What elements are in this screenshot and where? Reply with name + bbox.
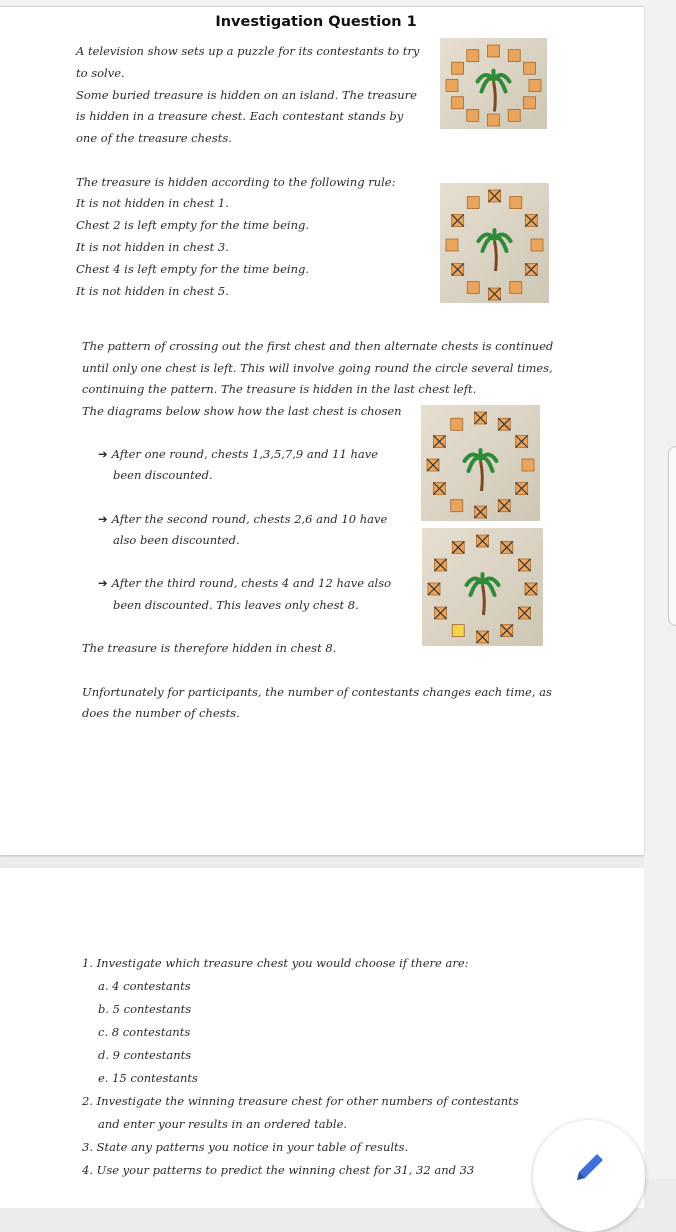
treasure-chest-icon xyxy=(427,459,439,471)
treasure-chest-icon xyxy=(433,483,445,495)
arrow-icon: ➔ xyxy=(98,447,108,461)
treasure-chest-icon xyxy=(498,418,510,430)
arrow-icon: ➔ xyxy=(98,576,108,590)
treasure-chest-icon xyxy=(446,239,458,251)
treasure-chest-icon xyxy=(452,97,464,109)
question-2: 2. Investigate the winning treasure chest for other numbers of contestants xyxy=(82,1094,519,1108)
diagram-first-round xyxy=(440,183,549,303)
treasure-chest-icon xyxy=(516,436,528,448)
treasure-chest-icon xyxy=(475,506,487,518)
intro-line: Some buried treasure is hidden on an island. The treasure xyxy=(76,88,417,102)
diagram-initial xyxy=(440,38,547,129)
treasure-chest-icon xyxy=(531,239,543,251)
question-1: 1. Investigate which treasure chest you would choose if there are: xyxy=(82,956,469,970)
round-line: been discounted. This leaves only chest 8. xyxy=(113,598,359,612)
treasure-chest-icon xyxy=(488,45,500,57)
diagram-third-round xyxy=(422,528,543,646)
treasure-chest-icon xyxy=(510,197,522,209)
round-line: ➔ After one round, chests 1,3,5,7,9 and 11 have xyxy=(98,447,379,461)
intro-line: to solve. xyxy=(76,66,125,80)
treasure-chest-icon xyxy=(452,541,464,553)
island-diagram xyxy=(422,528,543,646)
treasure-chest-icon xyxy=(508,50,520,62)
treasure-chest-icon xyxy=(525,215,537,227)
treasure-chest-icon xyxy=(523,62,535,74)
rule-line: Chest 4 is left empty for the time being. xyxy=(76,262,310,276)
side-panel-handle[interactable] xyxy=(668,446,676,626)
pattern-line: continuing the pattern. The treasure is hidden in the last chest left. xyxy=(82,382,477,396)
round-line: been discounted. xyxy=(113,468,213,482)
question-1-option: d. 9 contestants xyxy=(98,1048,192,1062)
treasure-chest-icon xyxy=(477,535,489,547)
palm-trunk xyxy=(495,241,497,271)
treasure-chest-icon xyxy=(525,264,537,276)
treasure-chest-icon xyxy=(452,62,464,74)
treasure-chest-icon xyxy=(467,109,479,121)
treasure-chest-icon xyxy=(529,80,541,92)
diagram-second-round xyxy=(421,405,540,521)
treasure-chest-icon xyxy=(501,541,513,553)
treasure-chest-icon xyxy=(451,418,463,430)
island-diagram xyxy=(421,405,540,521)
treasure-chest-icon xyxy=(508,109,520,121)
intro-line: is hidden in a treasure chest. Each contestant stands by xyxy=(76,109,404,123)
treasure-chest-icon xyxy=(434,559,446,571)
question-1-option: b. 5 contestants xyxy=(98,1002,192,1016)
pattern-line: until only one chest is left. This will involve going round the circle several times, xyxy=(82,361,553,375)
treasure-chest-icon xyxy=(467,50,479,62)
rule-line: It is not hidden in chest 5. xyxy=(76,284,229,298)
intro-line: A television show sets up a puzzle for its contestants to try xyxy=(76,44,420,58)
palm-trunk xyxy=(481,461,483,491)
conclusion-line: The treasure is therefore hidden in chest 8. xyxy=(82,641,337,655)
question-3: 3. State any patterns you notice in your table of results. xyxy=(82,1140,409,1154)
treasure-chest-icon xyxy=(467,281,479,293)
question-1-option: c. 8 contestants xyxy=(98,1025,191,1039)
treasure-chest-icon xyxy=(510,281,522,293)
treasure-chest-icon xyxy=(452,264,464,276)
treasure-chest-icon xyxy=(446,80,458,92)
pattern-line: The diagrams below show how the last chest is chosen xyxy=(82,404,402,418)
intro-line: one of the treasure chests. xyxy=(76,131,232,145)
round-line: also been discounted. xyxy=(113,533,240,547)
treasure-chest-icon xyxy=(433,436,445,448)
treasure-chest-icon xyxy=(488,114,500,126)
treasure-chest-icon xyxy=(516,483,528,495)
change-line: Unfortunately for participants, the number of contestants changes each time, as xyxy=(82,685,552,699)
document-page-1 xyxy=(0,6,644,855)
treasure-chest-icon xyxy=(519,607,531,619)
treasure-chest-icon xyxy=(452,625,464,637)
question-1-option: a. 4 contestants xyxy=(98,979,191,993)
rule-line: It is not hidden in chest 1. xyxy=(76,196,229,210)
palm-trunk xyxy=(494,82,496,112)
round-line: ➔ After the third round, chests 4 and 12 have also xyxy=(98,576,392,590)
pattern-line: The pattern of crossing out the first chest and then alternate chests is continued xyxy=(82,339,554,353)
treasure-chest-icon xyxy=(523,97,535,109)
treasure-chest-icon xyxy=(451,500,463,512)
treasure-chest-icon xyxy=(498,500,510,512)
question-4: 4. Use your patterns to predict the winning chest for 31, 32 and 33 xyxy=(82,1163,475,1177)
treasure-chest-icon xyxy=(519,559,531,571)
rule-line: The treasure is hidden according to the following rule: xyxy=(76,175,396,189)
treasure-chest-icon xyxy=(501,625,513,637)
treasure-chest-icon xyxy=(475,412,487,424)
rule-line: Chest 2 is left empty for the time being. xyxy=(76,218,310,232)
treasure-chest-icon xyxy=(489,288,501,300)
treasure-chest-icon xyxy=(489,190,501,202)
treasure-chest-icon xyxy=(434,607,446,619)
change-line: does the number of chests. xyxy=(82,706,240,720)
palm-trunk xyxy=(483,585,485,615)
edit-fab-button[interactable] xyxy=(533,1120,645,1232)
question-2: and enter your results in an ordered table. xyxy=(98,1117,348,1131)
treasure-chest-icon xyxy=(467,197,479,209)
island-diagram xyxy=(440,38,547,129)
treasure-chest-icon xyxy=(452,215,464,227)
treasure-chest-icon xyxy=(525,583,537,595)
round-line: ➔ After the second round, chests 2,6 and 10 have xyxy=(98,512,388,526)
treasure-chest-icon xyxy=(477,631,489,643)
page-title: Investigation Question 1 xyxy=(215,14,417,30)
treasure-chest-icon xyxy=(522,459,534,471)
treasure-chest-icon xyxy=(428,583,440,595)
rule-line: It is not hidden in chest 3. xyxy=(76,240,229,254)
island-diagram xyxy=(440,183,549,303)
arrow-icon: ➔ xyxy=(98,512,108,526)
question-1-option: e. 15 contestants xyxy=(98,1071,198,1085)
